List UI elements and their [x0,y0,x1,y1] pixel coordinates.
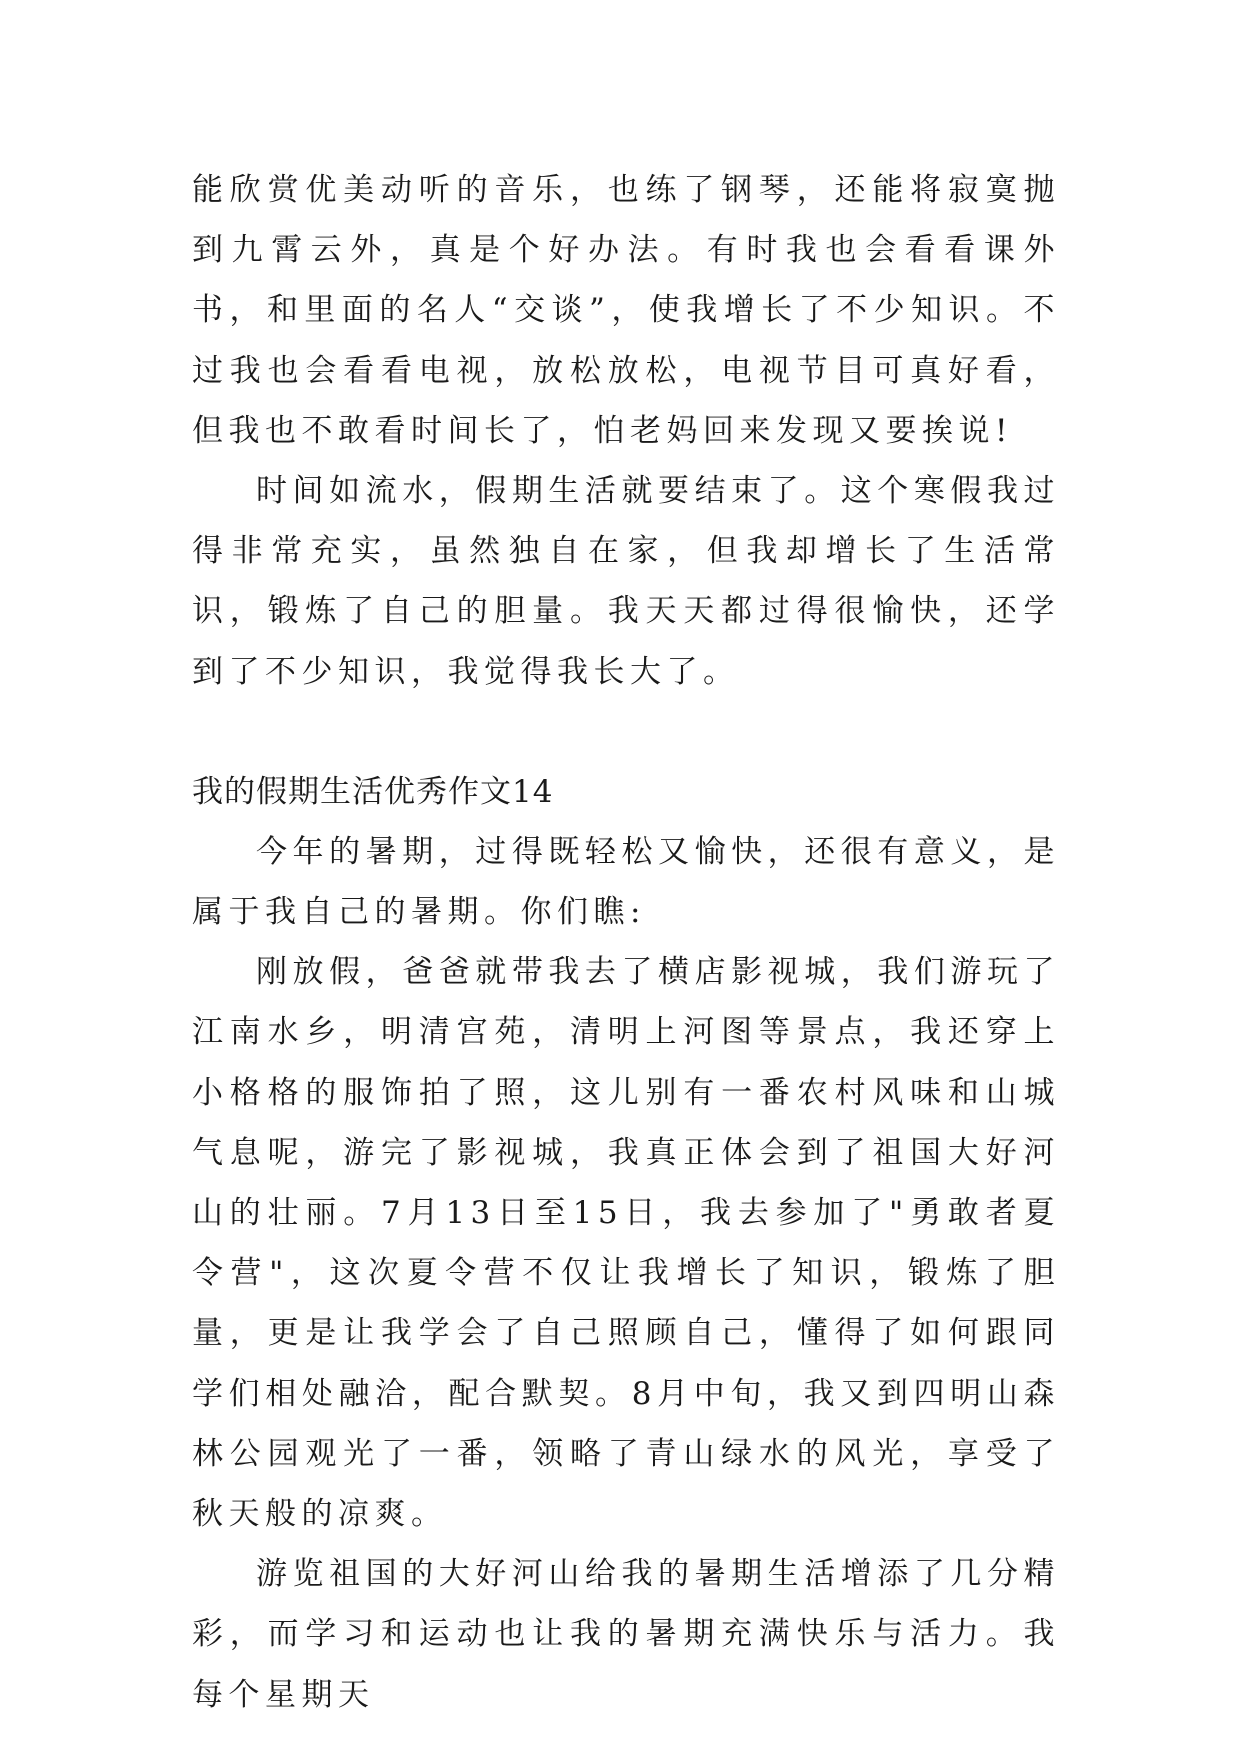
paragraph-study: 游览祖国的大好河山给我的暑期生活增添了几分精彩，而学习和运动也让我的暑期充满快乐与活力。我每个星期天 [192,1556,1060,1713]
paragraph-intro: 今年的暑期，过得既轻松又愉快，还很有意义，是属于我自己的暑期。你们瞧: [192,833,1060,931]
paragraph-holiday-ending: 时间如流水，假期生活就要结束了。这个寒假我过得非常充实，虽然独自在家，但我却增长了生活常识，锻炼了自己的胆量。我天天都过得很愉快，还学到了不少知识，我觉得我长大了。 [192,473,1060,690]
section-gap [192,702,1060,762]
document-body [192,160,1060,1725]
section-title: 我的假期生活优秀作文14 [192,773,554,810]
paragraph-travel: 刚放假，爸爸就带我去了横店影视城，我们游玩了江南水乡，明清宫苑，清明上河图等景点，我还穿上小格格的服饰拍了照，这儿别有一番农村风味和山城气息呢，游完了影视城，我真正体会到了祖国大好河山的壮丽。7月13日至15日，我去参加了"勇敢者夏令营"，这次夏令营不仅让我增长了知识，锻炼了胆量，更是让我学会了自己照顾自己，懂得了如何跟同学们相处融洽，配合默契。8月中旬，我又到四明山森林公园观光了一番，领略了青山绿水的风光，享受了秋天般的凉爽。 [192,954,1060,1533]
paragraph-continued: 能欣赏优美动听的音乐，也练了钢琴，还能将寂寞抛到九霄云外，真是个好办法。有时我也会看看课外书，和里面的名人“交谈”，使我增长了不少知识。不过我也会看看电视，放松放松，电视节目可真好看，但我也不敢看时间长了，怕老妈回来发现又要挨说! [192,172,1060,449]
